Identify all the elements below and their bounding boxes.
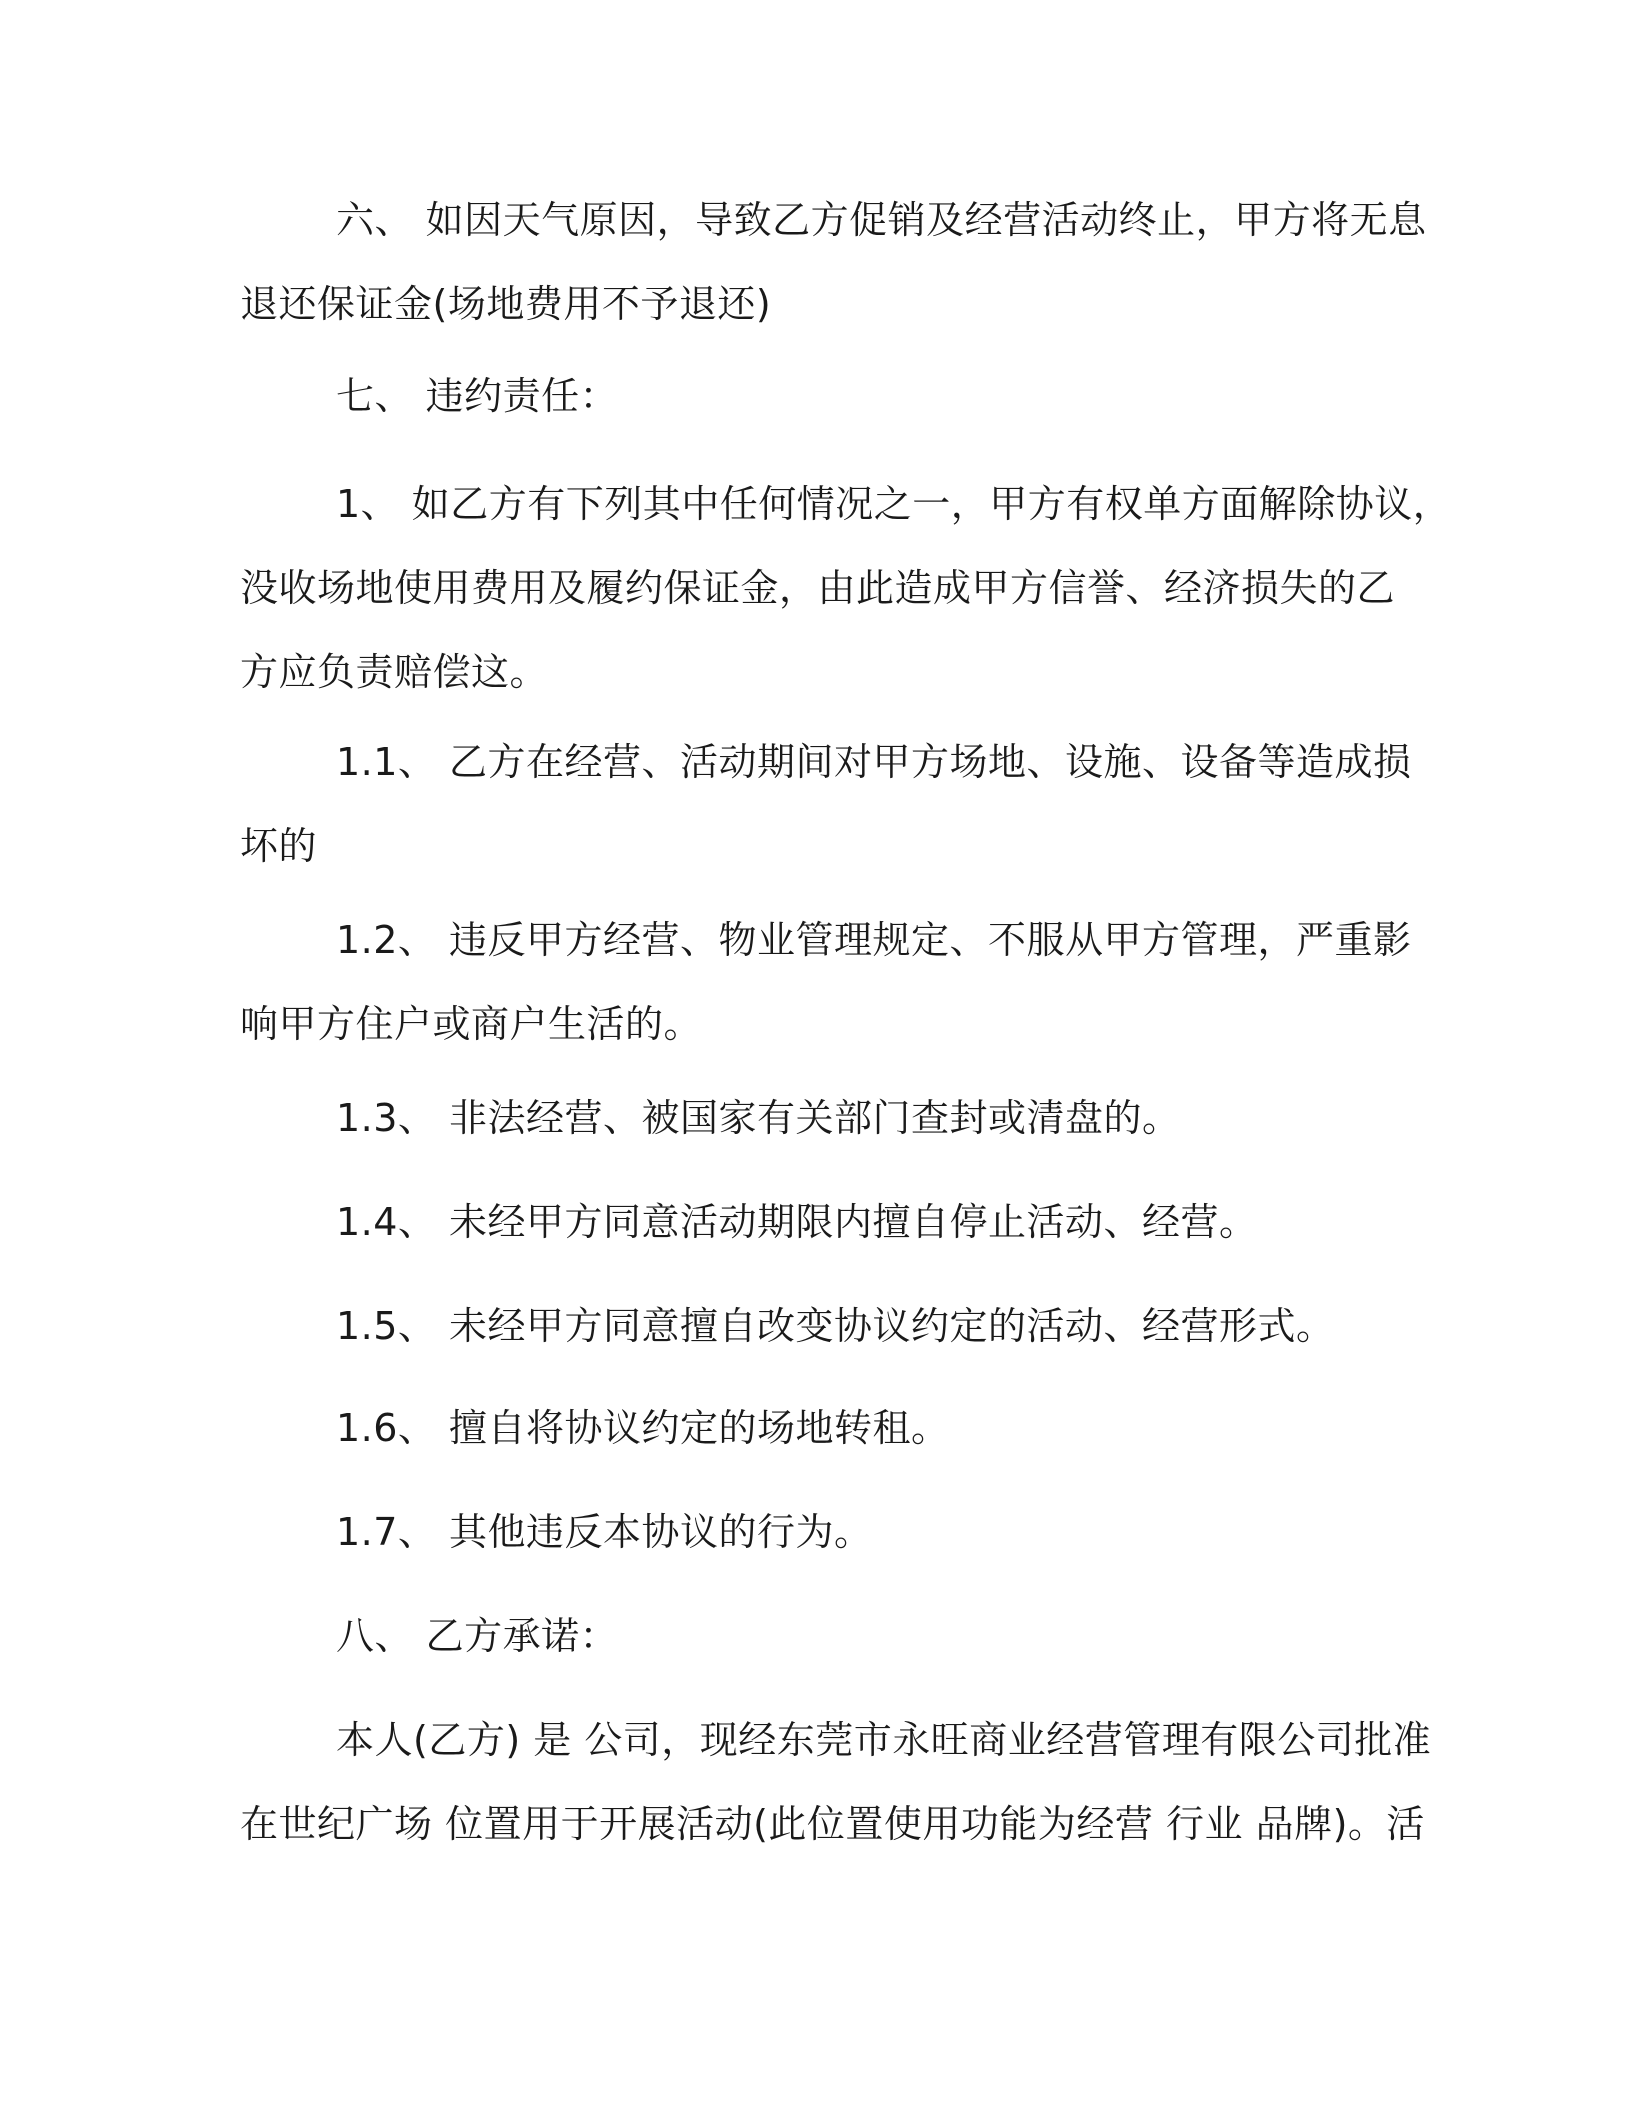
text-line: 本人(乙方) 是 公司，现经东莞市永旺商业经营管理有限公司批准 [336, 1718, 1432, 1762]
clause-8-heading [240, 1594, 1390, 1678]
text-line: 坏的 [240, 824, 318, 868]
text-line: 八、 乙方承诺： [336, 1614, 619, 1658]
clause-6 [240, 178, 1427, 346]
text-line: 六、 如因天气原因，导致乙方促销及经营活动终止，甲方将无息 [336, 198, 1427, 242]
text-line: 退还保证金(场地费用不予退还) [240, 282, 772, 326]
clause-7-item-1-7 [240, 1490, 1390, 1574]
text-line: 1.5、 未经甲方同意擅自改变协议约定的活动、经营形式。 [336, 1304, 1335, 1348]
clause-7-item-1-5 [240, 1284, 1390, 1368]
clause-7-heading [240, 354, 1390, 438]
clause-7-item-1-2 [240, 898, 1412, 1066]
text-line: 1.2、 违反甲方经营、物业管理规定、不服从甲方管理，严重影 [336, 918, 1412, 962]
text-line: 1.3、 非法经营、被国家有关部门查封或清盘的。 [336, 1096, 1181, 1140]
clause-7-item-1-6 [240, 1386, 1390, 1470]
clause-7-item-1-3 [240, 1076, 1390, 1160]
clause-7-item-1-4 [240, 1180, 1390, 1264]
text-line: 1.1、 乙方在经营、活动期间对甲方场地、设施、设备等造成损 [336, 740, 1412, 784]
clause-7-item-1 [240, 462, 1452, 714]
text-line: 1.6、 擅自将协议约定的场地转租。 [336, 1406, 950, 1450]
text-line: 1、 如乙方有下列其中任何情况之一，甲方有权单方面解除协议， [336, 482, 1452, 526]
text-line: 方应负责赔偿这。 [240, 650, 549, 694]
text-line: 在世纪广场 位置用于开展活动(此位置使用功能为经营 行业 品牌)。活 [240, 1802, 1425, 1846]
text-line: 1.7、 其他违反本协议的行为。 [336, 1510, 873, 1554]
clause-8-body [240, 1698, 1432, 1866]
clause-7-item-1-1 [240, 720, 1412, 888]
text-line: 1.4、 未经甲方同意活动期限内擅自停止活动、经营。 [336, 1200, 1258, 1244]
text-line: 七、 违约责任： [336, 374, 619, 418]
text-line: 没收场地使用费用及履约保证金，由此造成甲方信誉、经济损失的乙 [240, 566, 1396, 610]
text-line: 响甲方住户或商户生活的。 [240, 1002, 703, 1046]
